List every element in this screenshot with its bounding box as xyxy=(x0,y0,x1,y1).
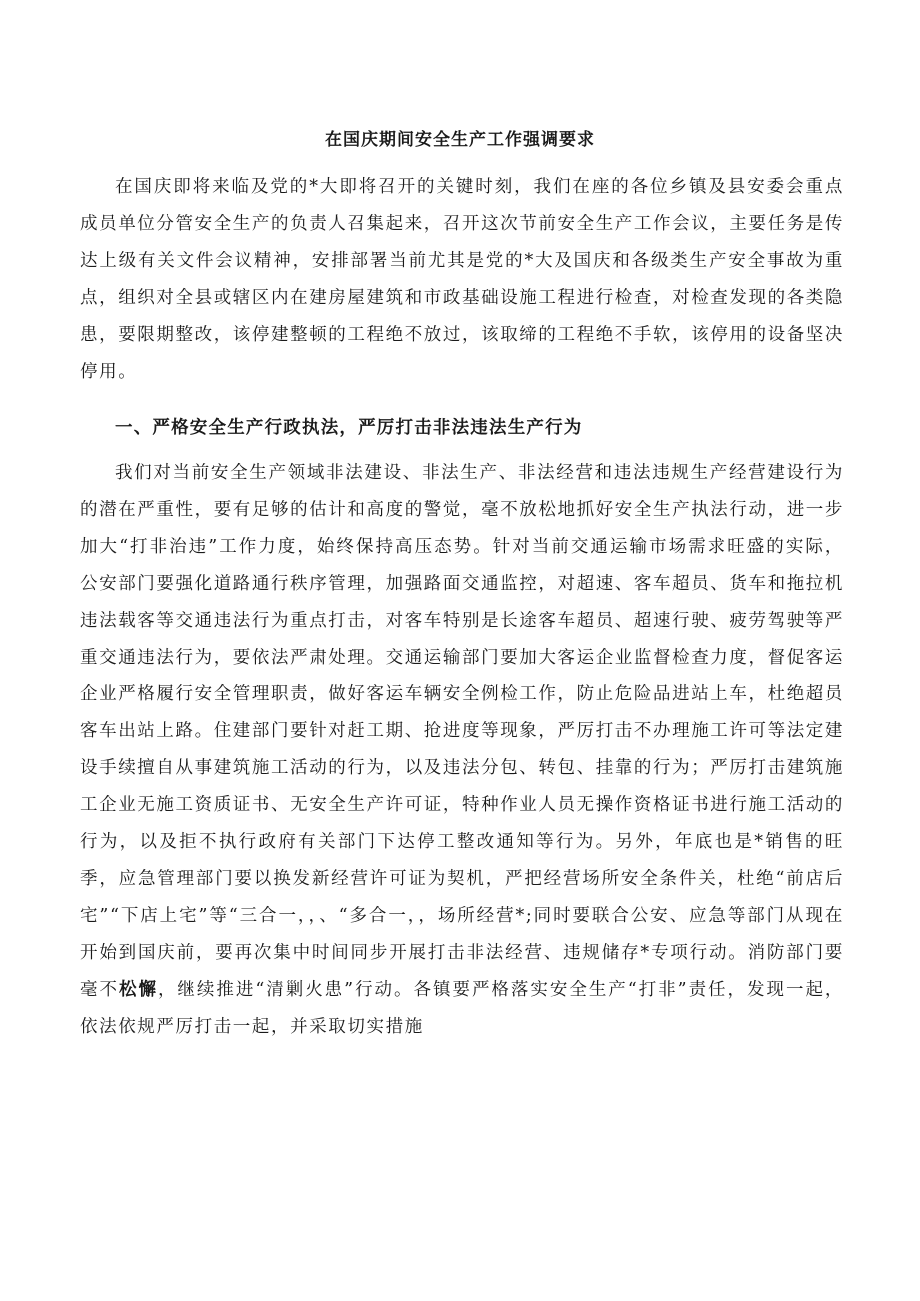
section-heading-1: 一、严格安全生产行政执法，严厉打击非法违法生产行为 xyxy=(115,418,583,438)
intro-paragraph: 在国庆即将来临及党的*大即将召开的关键时刻，我们在座的各位乡镇及县安委会重点成员单位分管安全生产的负责人召集起来，召开这次节前安全生产工作会议，主要任务是传达上级有关文件会议精神，安排部署当前尤其是党的*大及国庆和各级类生产安全事故为重点，组织对全县或辖区内在建房屋建筑和市政基础设施工程进行检查，对检查发现的各类隐患，要限期整改，该停建整顿的工程绝不放过，该取缔的工程绝不手软，该停用的设备坚决停用。 xyxy=(80,177,844,382)
section-1-text-part1: 我们对当前安全生产领域非法建设、非法生产、非法经营和违法违规生产经营建设行为的潜在严重性，要有足够的估计和高度的警觉，毫不放松地抓好安全生产执法行动，进一步加大“打非治违”工作力度，始终保持高压态势。针对当前交通运输市场需求旺盛的实际，公安部门要强化道路通行秩序管理，加强路面交通监控，对超速、客车超员、货车和拖拉机违法载客等交通违法行为重点打击，对客车特别是长途客车超员、超速行驶、疲劳驾驶等严重交通违法行为，要依法严肃处理。交通运输部门要加大客运企业监督检查力度，督促客运企业严格履行安全管理职责，做好客运车辆安全例检工作，防止危险品进站上车，杜绝超员客车出站上路。住建部门要针对赶工期、抢进度等现象，严厉打击不办理施工许可等法定建设手续擅自从事建筑施工活动的行为，以及违法分包、转包、挂靠的行为；严厉打击建筑施工企业无施工资质证书、无安全生产许可证，特种作业人员无操作资格证书进行施工活动的行为，以及拒不执行政府有关部门下达停工整改通知等行为。另外，年底也是*销售的旺季，应急管理部门要以换发新经营许可证为契机，严把经营场所安全条件关，杜绝“前店后宅”“下店上宅”等“三合一，，、“多合一，，场所经营*;同时要联合公安、应急等部门从现在开始到国庆前，要再次集中时间同步开展打击非法经营、违规储存*专项行动。消防部门要毫不 xyxy=(80,463,844,1000)
document-title: 在国庆期间安全生产工作强调要求 xyxy=(325,130,595,150)
section-1-text-bold: 松懈 xyxy=(118,979,158,1000)
section-1-paragraph xyxy=(80,455,844,1245)
section-1-text-part2: ，继续推进“清剿火患”行动。各镇要严格落实安全生产“打非”责任，发现一起，依法依规严厉打击一起，并采取切实措施 xyxy=(80,979,844,1037)
